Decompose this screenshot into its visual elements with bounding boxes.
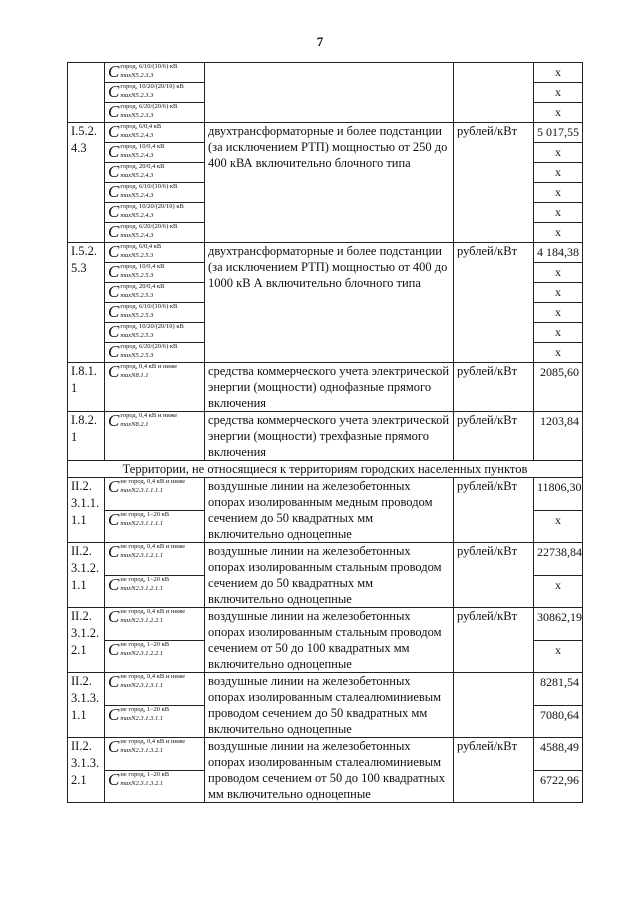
formula-indices <box>120 163 164 180</box>
rate-value: x <box>534 223 583 243</box>
formula-indices <box>120 608 185 625</box>
rate-formula <box>105 143 205 163</box>
formula-symbol: C <box>108 705 120 724</box>
table-row <box>68 123 583 143</box>
formula-subscript: maxN5.2.5.3 <box>120 352 154 359</box>
formula-subscript: maxN2.3.1.3.2.1 <box>120 747 164 754</box>
rate-value: 8281,54 <box>534 673 583 706</box>
table-row <box>68 673 583 706</box>
item-description: воздушные линии на железобетонных опорах изолированным сталеалюминиевым проводом сечением от 50 до 100 квадратных мм включительно одноцепные <box>205 738 454 803</box>
formula-symbol: C <box>108 770 120 789</box>
formula-subscript: maxN5.2.4.3 <box>120 192 154 199</box>
formula-superscript: город, 10/20/(20/10) кВ <box>120 83 184 90</box>
formula-indices <box>120 63 177 80</box>
formula-symbol: C <box>108 411 120 430</box>
rate-formula <box>105 203 205 223</box>
formula-indices <box>120 223 177 240</box>
formula-symbol: C <box>108 282 120 301</box>
rate-value: 7080,64 <box>534 705 583 738</box>
formula-symbol: C <box>108 202 120 221</box>
rate-value: x <box>534 640 583 673</box>
item-description: средства коммерческого учета электрической энергии (мощности) однофазные прямого включения <box>205 363 454 412</box>
rate-value: 6722,96 <box>534 770 583 803</box>
rate-value: 11806,30 <box>534 478 583 511</box>
rate-formula <box>105 478 205 511</box>
formula-subscript: maxN5.2.5.3 <box>120 252 154 259</box>
formula-superscript: не город, 1–20 кВ <box>120 510 170 518</box>
formula-symbol: C <box>108 672 120 691</box>
formula-superscript: город, 6/20/(20/6) кВ <box>120 343 178 350</box>
rate-formula <box>105 103 205 123</box>
formula-symbol: C <box>108 302 120 321</box>
formula-symbol: C <box>108 640 120 659</box>
table-row <box>68 478 583 511</box>
formula-superscript: город, 10/20/(20/10) кВ <box>120 323 184 330</box>
formula-superscript: город, 20/0,4 кВ <box>120 283 165 290</box>
table-row <box>68 608 583 641</box>
item-description: двухтрансформаторные и более подстанции (за исключением РТП) мощностью от 400 до 1000 кВ А включительно блочного типа <box>205 243 454 363</box>
formula-superscript: не город, 0,4 кВ и ниже <box>120 738 186 745</box>
item-unit: рублей/кВт <box>454 543 534 608</box>
table-row <box>68 363 583 412</box>
rate-formula <box>105 705 205 738</box>
formula-indices <box>120 641 169 658</box>
formula-subscript: maxN5.2.5.3 <box>120 312 154 319</box>
tariff-table-body <box>68 63 583 803</box>
item-unit: рублей/кВт <box>454 608 534 673</box>
formula-superscript: город, 6/10/(10/6) кВ <box>120 63 178 70</box>
item-description: двухтрансформаторные и более подстанции (за исключением РТП) мощностью от 250 до 400 кВА включительно блочного типа <box>205 123 454 243</box>
formula-symbol: C <box>108 607 120 626</box>
item-code: I.5.2.5.3 <box>68 243 105 363</box>
formula-subscript: maxN2.3.1.2.2.1 <box>120 649 164 657</box>
formula-superscript: не город, 0,4 кВ и ниже <box>120 673 186 680</box>
formula-superscript: город, 6/0,4 кВ <box>120 123 162 130</box>
formula-subscript: maxN2.3.1.1.1.1 <box>120 519 164 527</box>
formula-symbol: C <box>108 362 120 381</box>
formula-subscript: maxN2.3.1.1.1.1 <box>120 487 164 494</box>
item-description: воздушные линии на железобетонных опорах изолированным сталеалюминиевым проводом сечением до 50 квадратных мм включительно одноцепные <box>205 673 454 738</box>
item-unit: рублей/кВт <box>454 738 534 803</box>
item-code: I.8.1.1 <box>68 363 105 412</box>
formula-symbol: C <box>108 262 120 281</box>
rate-value: 2085,60 <box>534 363 583 412</box>
table-row <box>68 738 583 771</box>
rate-formula <box>105 640 205 673</box>
formula-subscript: maxN8.2.1 <box>120 421 149 428</box>
formula-indices <box>120 576 169 593</box>
rate-value: x <box>534 163 583 183</box>
rate-value: 22738,84 <box>534 543 583 576</box>
item-unit: рублей/кВт <box>454 363 534 412</box>
rate-formula <box>105 263 205 283</box>
formula-superscript: не город, 0,4 кВ и ниже <box>120 608 186 615</box>
item-code <box>68 63 105 123</box>
rate-value: x <box>534 143 583 163</box>
formula-indices <box>120 103 177 120</box>
item-unit: рублей/кВт <box>454 123 534 243</box>
formula-indices <box>120 203 184 220</box>
formula-superscript: не город, 0,4 кВ и ниже <box>120 543 186 550</box>
rate-formula <box>105 63 205 83</box>
rate-formula <box>105 575 205 608</box>
rate-value: x <box>534 283 583 303</box>
rate-formula <box>105 510 205 543</box>
formula-superscript: не город, 0,4 кВ и ниже <box>120 478 186 485</box>
formula-symbol: C <box>108 477 120 496</box>
formula-superscript: город, 10/0,4 кВ <box>120 143 165 150</box>
formula-superscript: не город, 1–20 кВ <box>120 575 170 583</box>
section-heading-row <box>68 461 583 478</box>
formula-subscript: maxN5.2.4.3 <box>120 132 154 139</box>
item-code: II.2.3.1.3.1.1 <box>68 673 105 738</box>
formula-subscript: maxN2.3.1.2.2.1 <box>120 617 164 624</box>
formula-symbol: C <box>108 62 120 81</box>
formula-symbol: C <box>108 342 120 361</box>
item-code: II.2.3.1.2.1.1 <box>68 543 105 608</box>
formula-superscript: город, 10/20/(20/10) кВ <box>120 203 184 210</box>
item-unit: рублей/кВт <box>454 412 534 461</box>
formula-superscript: город, 6/20/(20/6) кВ <box>120 223 178 230</box>
item-unit <box>454 673 534 738</box>
formula-indices <box>120 412 177 429</box>
formula-symbol: C <box>108 142 120 161</box>
rate-value: 30862,19 <box>534 608 583 641</box>
formula-subscript: maxN5.2.4.3 <box>120 232 154 239</box>
formula-superscript: город, 6/10/(10/6) кВ <box>120 303 178 310</box>
formula-indices <box>120 243 161 260</box>
section-heading: Территории, не относящиеся к территориям городских населенных пунктов <box>68 461 583 478</box>
formula-indices <box>120 123 161 140</box>
formula-subscript: maxN5.2.4.3 <box>120 212 154 219</box>
formula-indices <box>120 263 164 280</box>
rate-value: x <box>534 575 583 608</box>
formula-symbol: C <box>108 510 120 529</box>
rate-value: x <box>534 203 583 223</box>
formula-subscript: maxN2.3.1.3.2.1 <box>120 779 164 787</box>
formula-indices <box>120 363 177 380</box>
formula-subscript: maxN5.2.3.3 <box>120 112 154 119</box>
formula-superscript: город, 6/20/(20/6) кВ <box>120 103 178 110</box>
formula-superscript: город, 10/0,4 кВ <box>120 263 165 270</box>
formula-indices <box>120 706 169 723</box>
formula-superscript: город, 0,4 кВ и ниже <box>120 412 178 419</box>
tariff-table <box>67 62 583 803</box>
item-description <box>205 63 454 123</box>
rate-formula <box>105 163 205 183</box>
formula-subscript: maxN5.2.3.3 <box>120 92 154 99</box>
rate-formula <box>105 303 205 323</box>
rate-value: x <box>534 183 583 203</box>
rate-formula <box>105 770 205 803</box>
rate-value: x <box>534 63 583 83</box>
rate-value: x <box>534 83 583 103</box>
rate-value: x <box>534 263 583 283</box>
rate-formula <box>105 243 205 263</box>
rate-formula <box>105 123 205 143</box>
formula-symbol: C <box>108 322 120 341</box>
rate-value: 5 017,55 <box>534 123 583 143</box>
rate-formula <box>105 283 205 303</box>
formula-indices <box>120 771 169 788</box>
formula-superscript: город, 6/0,4 кВ <box>120 243 162 250</box>
formula-indices <box>120 478 185 495</box>
formula-subscript: maxN5.2.4.3 <box>120 152 154 159</box>
rate-formula <box>105 83 205 103</box>
formula-superscript: город, 20/0,4 кВ <box>120 163 165 170</box>
formula-subscript: maxN5.2.5.3 <box>120 292 154 299</box>
formula-indices <box>120 303 177 320</box>
formula-superscript: не город, 1–20 кВ <box>120 640 170 648</box>
rate-formula <box>105 183 205 203</box>
rate-value: 4588,49 <box>534 738 583 771</box>
formula-indices <box>120 673 185 690</box>
formula-symbol: C <box>108 162 120 181</box>
formula-symbol: C <box>108 122 120 141</box>
formula-symbol: C <box>108 222 120 241</box>
formula-subscript: maxN5.2.4.3 <box>120 172 154 179</box>
formula-subscript: maxN5.2.3.3 <box>120 72 154 79</box>
rate-value: 1203,84 <box>534 412 583 461</box>
rate-value: x <box>534 343 583 363</box>
rate-formula <box>105 412 205 461</box>
formula-superscript: город, 6/10/(10/6) кВ <box>120 183 178 190</box>
table-row <box>68 412 583 461</box>
rate-formula <box>105 738 205 771</box>
item-code: II.2.3.1.2.2.1 <box>68 608 105 673</box>
formula-superscript: не город, 1–20 кВ <box>120 770 170 778</box>
rate-formula <box>105 608 205 641</box>
item-description: воздушные линии на железобетонных опорах изолированным медным проводом сечением до 50 квадратных мм включительно одноцепные <box>205 478 454 543</box>
formula-indices <box>120 283 164 300</box>
formula-symbol: C <box>108 737 120 756</box>
item-unit <box>454 63 534 123</box>
item-description: воздушные линии на железобетонных опорах изолированным стальным проводом сечением до 50 квадратных мм включительно одноцепные <box>205 543 454 608</box>
item-code: II.2.3.1.3.2.1 <box>68 738 105 803</box>
formula-indices <box>120 543 185 560</box>
formula-symbol: C <box>108 82 120 101</box>
item-description: средства коммерческого учета электрической энергии (мощности) трехфазные прямого включения <box>205 412 454 461</box>
formula-indices <box>120 183 177 200</box>
rate-value: x <box>534 303 583 323</box>
item-description: воздушные линии на железобетонных опорах изолированным стальным проводом сечением от 50 до 100 квадратных мм включительно одноцепные <box>205 608 454 673</box>
table-row <box>68 543 583 576</box>
rate-formula <box>105 343 205 363</box>
rate-formula <box>105 543 205 576</box>
rate-formula <box>105 223 205 243</box>
formula-superscript: не город, 1–20 кВ <box>120 705 170 713</box>
formula-indices <box>120 343 177 360</box>
formula-subscript: maxN2.3.1.2.1.1 <box>120 584 164 592</box>
formula-indices <box>120 83 184 100</box>
rate-value: x <box>534 103 583 123</box>
table-row <box>68 63 583 83</box>
formula-symbol: C <box>108 102 120 121</box>
formula-subscript: maxN5.2.5.3 <box>120 332 154 339</box>
formula-indices <box>120 511 169 528</box>
formula-subscript: maxN5.2.5.3 <box>120 272 154 279</box>
formula-subscript: maxN2.3.1.3.1.1 <box>120 682 164 689</box>
page-number: 7 <box>316 34 324 49</box>
rate-formula <box>105 363 205 412</box>
formula-superscript: город, 0,4 кВ и ниже <box>120 363 178 370</box>
table-row <box>68 243 583 263</box>
formula-subscript: maxN2.3.1.2.1.1 <box>120 552 164 559</box>
formula-indices <box>120 143 164 160</box>
formula-subscript: maxN2.3.1.3.1.1 <box>120 714 164 722</box>
formula-indices <box>120 738 185 755</box>
rate-value: 4 184,38 <box>534 243 583 263</box>
rate-value: x <box>534 323 583 343</box>
rate-formula <box>105 673 205 706</box>
rate-formula <box>105 323 205 343</box>
formula-symbol: C <box>108 575 120 594</box>
formula-symbol: C <box>108 182 120 201</box>
rate-value: x <box>534 510 583 543</box>
item-unit: рублей/кВт <box>454 478 534 543</box>
formula-symbol: C <box>108 542 120 561</box>
item-code: I.8.2.1 <box>68 412 105 461</box>
formula-symbol: C <box>108 242 120 261</box>
formula-indices <box>120 323 184 340</box>
item-code: II.2.3.1.1.1.1 <box>68 478 105 543</box>
item-unit: рублей/кВт <box>454 243 534 363</box>
item-code: I.5.2.4.3 <box>68 123 105 243</box>
formula-subscript: maxN8.1.1 <box>120 372 149 379</box>
